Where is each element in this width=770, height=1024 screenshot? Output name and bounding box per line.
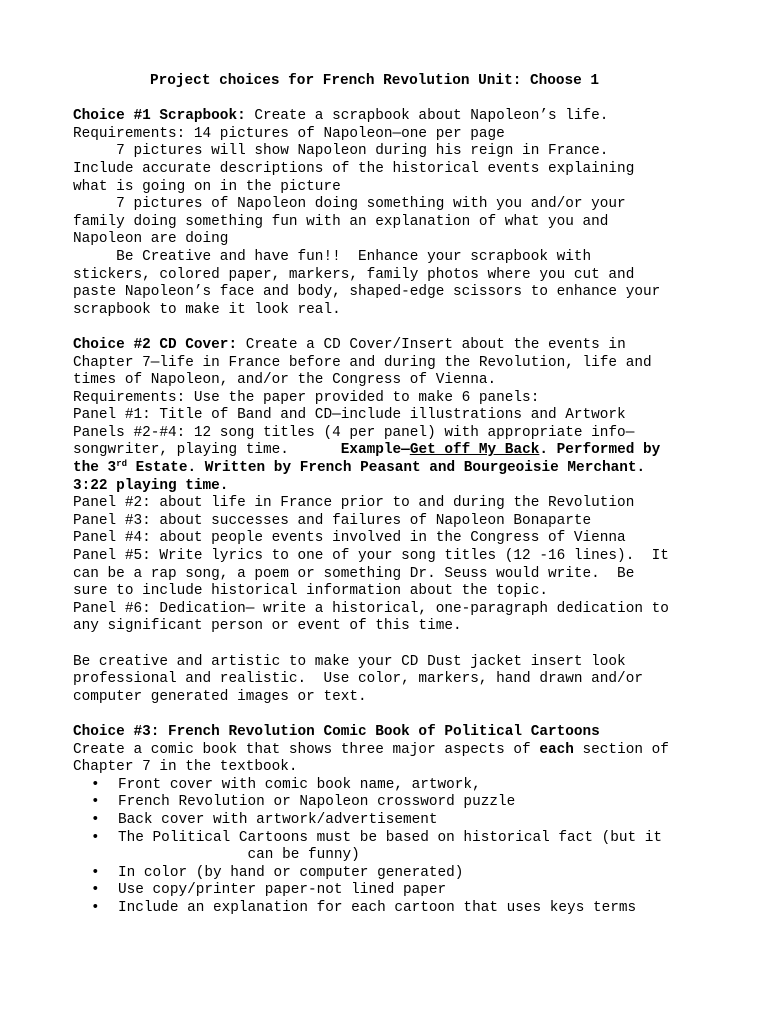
bullet-item bbox=[73, 777, 710, 795]
spacer bbox=[73, 636, 710, 654]
choice-1-intro: Create a scrapbook about Napoleon’s life. bbox=[245, 108, 609, 125]
bullet-icon: • bbox=[91, 882, 100, 899]
choice-1-heading: Choice #1 Scrapbook: bbox=[73, 108, 246, 125]
bullet-item bbox=[73, 794, 710, 812]
bullet-text: In color (by hand or computer generated) bbox=[118, 864, 464, 881]
document-title: Project choices for French Revolution Unit: Choose 1 bbox=[150, 73, 600, 89]
choice-2-line: Chapter 7—life in France before and during the Revolution, life and bbox=[73, 354, 652, 371]
bullet-item bbox=[73, 812, 710, 830]
choice-3-intro-line-1 bbox=[73, 742, 710, 760]
choice-2-closing bbox=[73, 654, 710, 707]
choice-1-line: paste Napoleon’s face and body, shaped-edge scissors to enhance your bbox=[73, 284, 661, 301]
example-line-1 bbox=[73, 442, 710, 460]
choice-1-line: 7 pictures of Napoleon doing something with you and/or your bbox=[73, 196, 626, 213]
bullet-icon: • bbox=[91, 829, 100, 846]
choice-3-bullet-list bbox=[73, 777, 710, 918]
choice-1-line: Napoleon are doing bbox=[73, 231, 229, 248]
closing-line: computer generated images or text. bbox=[73, 688, 367, 705]
example-line-2 bbox=[73, 460, 710, 478]
choice-2-section bbox=[73, 337, 710, 636]
panel-line: any significant person or event of this time. bbox=[73, 618, 462, 635]
choice-1-line: 7 pictures will show Napoleon during his reign in France. bbox=[73, 143, 609, 160]
bullet-text: can be funny) bbox=[118, 847, 360, 864]
bullet-icon: • bbox=[91, 864, 100, 881]
bullet-text: Front cover with comic book name, artwork, bbox=[118, 776, 481, 793]
example-line-2-end: Estate. Written by French Peasant and Bourgeoisie Merchant. bbox=[127, 460, 646, 477]
choice-1-line: Be Creative and have fun!! Enhance your scrapbook with bbox=[73, 248, 592, 265]
choice-1-line: scrapbook to make it look real. bbox=[73, 301, 341, 318]
bullet-text: French Revolution or Napoleon crossword puzzle bbox=[118, 794, 516, 811]
bullet-text: Include an explanation for each cartoon that uses keys terms bbox=[118, 899, 637, 916]
closing-line: professional and realistic. Use color, markers, hand drawn and/or bbox=[73, 671, 643, 688]
choice-3-intro-start: Create a comic book that shows three major aspects of bbox=[73, 741, 540, 758]
bullet-text: Use copy/printer paper-not lined paper bbox=[118, 882, 447, 899]
bullet-item bbox=[73, 882, 710, 900]
panel-line: Panel #6: Dedication— write a historical, one-paragraph dedication to bbox=[73, 600, 669, 617]
choice-2-line: times of Napoleon, and/or the Congress of Vienna. bbox=[73, 372, 497, 389]
example-superscript: rd bbox=[116, 459, 127, 470]
bullet-icon: • bbox=[91, 811, 100, 828]
choice-1-section bbox=[73, 108, 710, 319]
choice-2-line: Panel #1: Title of Band and CD—include illustrations and Artwork bbox=[73, 407, 626, 424]
example-line-2-start: the 3 bbox=[73, 460, 117, 477]
choice-3-intro-end: section of bbox=[573, 741, 669, 758]
choice-1-line: Include accurate descriptions of the historical events explaining bbox=[73, 160, 635, 177]
bullet-item bbox=[73, 830, 710, 848]
choice-3-heading: Choice #3: French Revolution Comic Book of Political Cartoons bbox=[73, 723, 600, 740]
spacer bbox=[73, 319, 710, 337]
panel-line: Panel #2: about life in France prior to and during the Revolution bbox=[73, 495, 635, 512]
panel-line: Panel #4: about people events involved in the Congress of Vienna bbox=[73, 530, 626, 547]
bullet-text: Back cover with artwork/advertisement bbox=[118, 811, 438, 828]
choice-1-line: Requirements: 14 pictures of Napoleon—one per page bbox=[73, 125, 505, 142]
choice-2-heading: Choice #2 CD Cover: bbox=[73, 336, 238, 353]
bullet-text: The Political Cartoons must be based on historical fact (but it bbox=[118, 829, 663, 846]
panel-line: Panel #5: Write lyrics to one of your song titles (12 -16 lines). It bbox=[73, 548, 669, 565]
spacer bbox=[73, 91, 710, 109]
panel-line: can be a rap song, a poem or something Dr. Seuss would write. Be bbox=[73, 565, 635, 582]
closing-line: Be creative and artistic to make your CD Dust jacket insert look bbox=[73, 653, 626, 670]
example-label: Example— bbox=[340, 442, 410, 459]
bullet-item bbox=[73, 900, 710, 918]
choice-3-section bbox=[73, 724, 710, 918]
example-line-3: 3:22 playing time. bbox=[73, 477, 229, 494]
songwriter-text: songwriter, playing time. bbox=[73, 442, 341, 459]
choice-1-line: stickers, colored paper, markers, family photos where you cut and bbox=[73, 266, 635, 283]
spacer bbox=[73, 706, 710, 724]
example-rest: . Performed by bbox=[539, 442, 661, 459]
example-song-title: Get off My Back bbox=[409, 442, 540, 459]
choice-1-line: family doing something fun with an explanation of what you and bbox=[73, 213, 609, 230]
panel-line: Panel #3: about successes and failures of Napoleon Bonaparte bbox=[73, 512, 592, 529]
choice-1-heading-line bbox=[73, 108, 710, 126]
choice-1-line: what is going on in the picture bbox=[73, 178, 341, 195]
panel-line: sure to include historical information about the topic. bbox=[73, 583, 548, 600]
choice-3-intro-line-2: Chapter 7 in the textbook. bbox=[73, 759, 298, 776]
bullet-item bbox=[73, 865, 710, 883]
choice-2-intro: Create a CD Cover/Insert about the events in bbox=[237, 336, 626, 353]
bullet-icon: • bbox=[91, 899, 100, 916]
choice-2-line: Requirements: Use the paper provided to make 6 panels: bbox=[73, 389, 540, 406]
choice-2-line: Panels #2-#4: 12 song titles (4 per panel) with appropriate info— bbox=[73, 424, 635, 441]
bullet-icon: • bbox=[91, 776, 100, 793]
choice-3-intro-bold: each bbox=[539, 741, 574, 758]
choice-2-heading-line bbox=[73, 337, 710, 355]
bullet-icon: • bbox=[91, 794, 100, 811]
bullet-continuation bbox=[73, 847, 710, 865]
